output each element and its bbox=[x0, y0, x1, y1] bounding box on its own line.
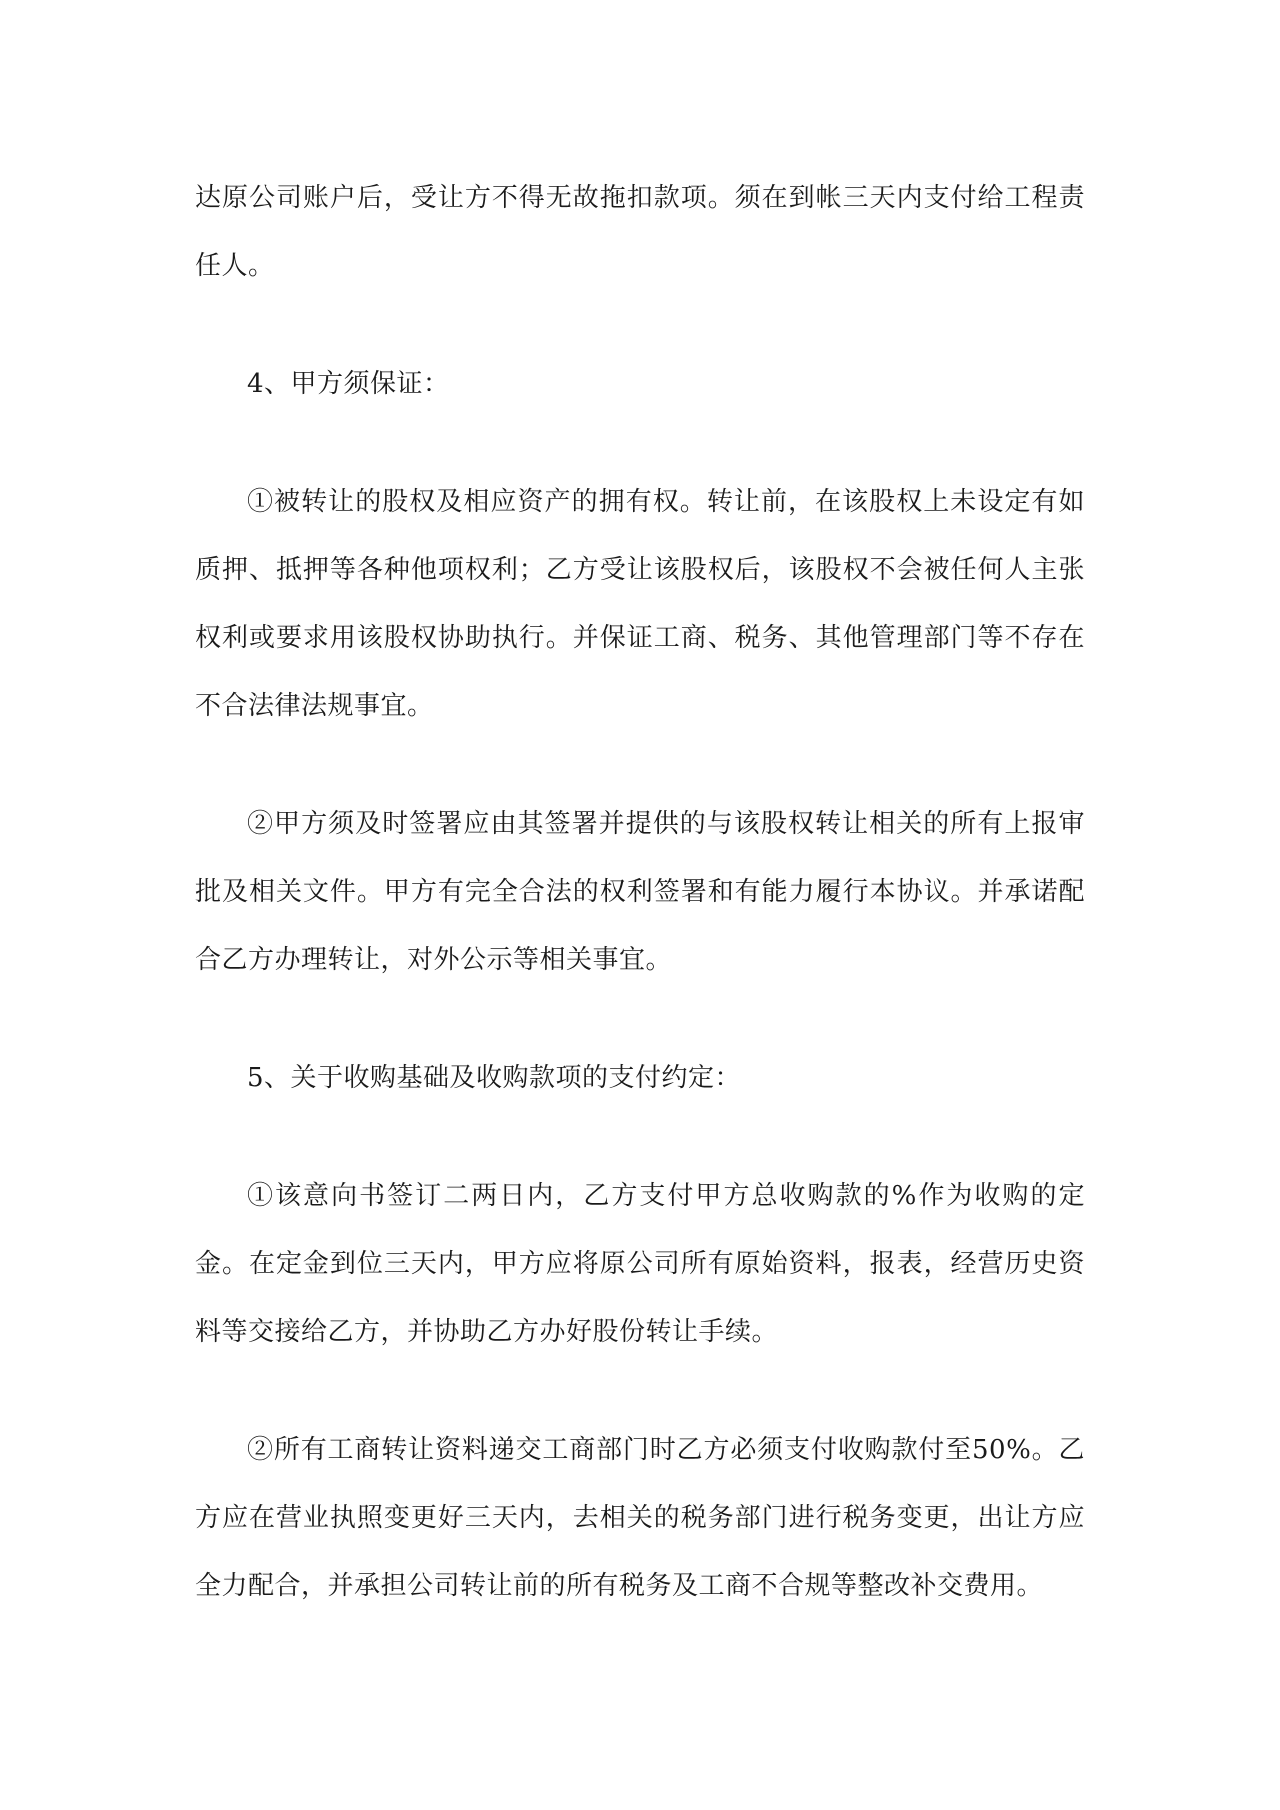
paragraph-payment-registration: ②所有工商转让资料递交工商部门时乙方必须支付收购款付至50%。乙方应在营业执照变更好三天内，去相关的税务部门进行税务变更，出让方应全力配合，并承担公司转让前的所有税务及工商不合规等整改补交费用。 bbox=[195, 1435, 1085, 1601]
section-heading-party-a-guarantee: 4、甲方须保证： bbox=[247, 369, 450, 399]
section-heading-payment-terms: 5、关于收购基础及收购款项的支付约定： bbox=[247, 1063, 742, 1093]
document-body bbox=[195, 164, 1085, 1620]
paragraph-guarantee-documents: ②甲方须及时签署应由其签署并提供的与该股权转让相关的所有上报审批及相关文件。甲方有完全合法的权利签署和有能力履行本协议。并承诺配合乙方办理转让，对外公示等相关事宜。 bbox=[195, 809, 1085, 975]
paragraph-guarantee-ownership: ①被转让的股权及相应资产的拥有权。转让前，在该股权上未设定有如质押、抵押等各种他项权利；乙方受让该股权后，该股权不会被任何人主张权利或要求用该股权协助执行。并保证工商、税务、其他管理部门等不存在不合法律法规事宜。 bbox=[195, 487, 1085, 721]
paragraph-payment-continuation: 达原公司账户后，受让方不得无故拖扣款项。须在到帐三天内支付给工程责任人。 bbox=[195, 183, 1085, 281]
paragraph-payment-deposit: ①该意向书签订二两日内，乙方支付甲方总收购款的%作为收购的定金。在定金到位三天内，甲方应将原公司所有原始资料，报表，经营历史资料等交接给乙方，并协助乙方办好股份转让手续。 bbox=[195, 1181, 1085, 1347]
